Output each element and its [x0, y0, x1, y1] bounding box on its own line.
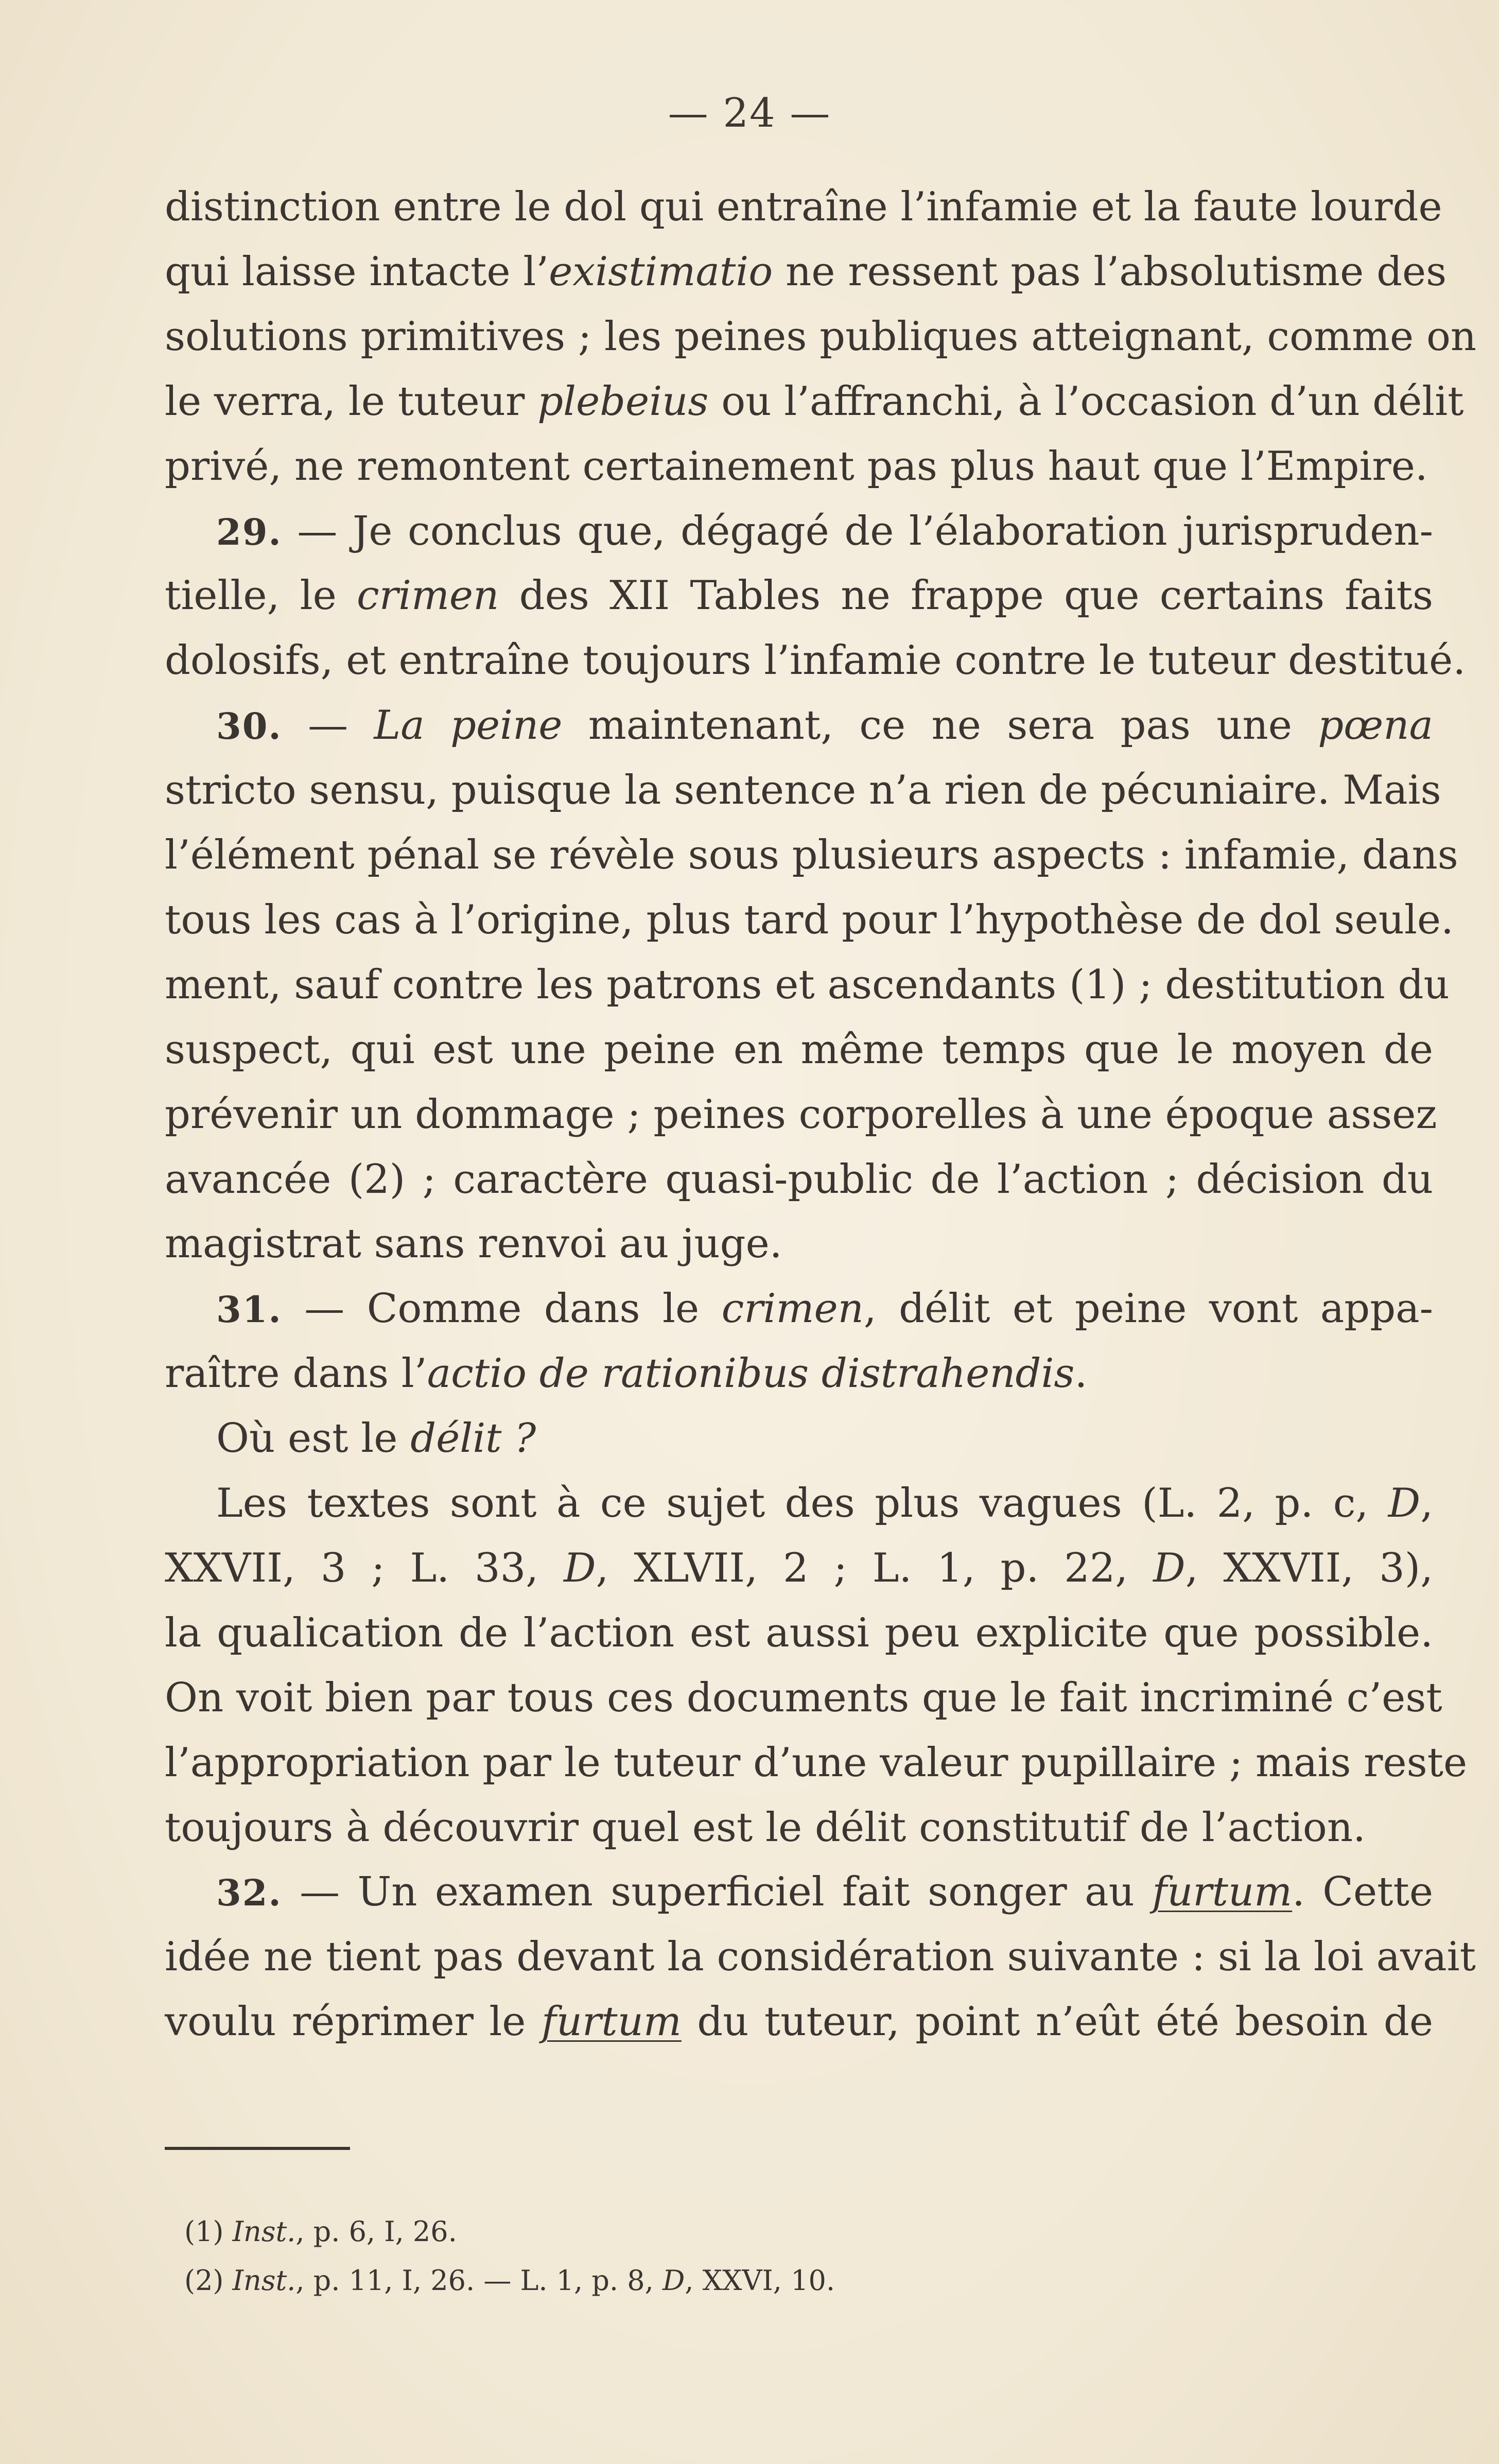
text-line	[165, 1089, 1437, 1146]
text-run: raître dans l’	[165, 1350, 427, 1397]
text-run: , délit et peine vont appa-	[863, 1286, 1433, 1332]
text-run: magistrat sans renvoi au juge.	[165, 1221, 782, 1267]
text-run: toujours à découvrir quel est le délit constitutif de l’action.	[165, 1804, 1366, 1851]
text-run: La peine	[374, 702, 563, 749]
text-line	[165, 376, 1464, 432]
text-run: ne ressent pas l’absolutisme des	[773, 249, 1447, 295]
section-number: 32.	[216, 1871, 282, 1914]
footnote-text: (2)	[184, 2264, 233, 2297]
text-run: voulu réprimer le	[165, 1999, 542, 2045]
text-line	[165, 829, 1458, 886]
text-line	[165, 959, 1450, 1016]
text-run: du tuteur, point n’eût été besoin de	[681, 1999, 1433, 2045]
text-line	[216, 1283, 1433, 1340]
text-run: la qualication de l’action est aussi peu explicite que possible.	[165, 1610, 1433, 1656]
footnote-text: , p. 11, I, 26. — L. 1, p. 8,	[295, 2264, 663, 2297]
text-line	[165, 765, 1441, 821]
text-line	[165, 1996, 1433, 2053]
text-run: — Comme dans le	[282, 1286, 722, 1332]
text-line	[165, 1802, 1433, 1859]
text-line	[165, 1737, 1468, 1794]
page-number: — 24 —	[668, 90, 831, 136]
text-run: l’appropriation par le tuteur d’une valeur pupillaire ; mais reste	[165, 1740, 1468, 1786]
section-number: 30.	[216, 705, 282, 748]
text-run: plebeius	[537, 378, 709, 425]
text-line	[165, 311, 1477, 368]
text-line	[165, 246, 1447, 303]
text-run: dolosifs, et entraîne toujours l’infamie contre le tuteur destitué.	[165, 637, 1466, 684]
text-line	[165, 635, 1466, 691]
text-run: XXVII, 3 ; L. 33,	[165, 1545, 564, 1591]
text-run: D	[563, 1545, 596, 1591]
text-run: délit ?	[410, 1415, 536, 1462]
footnote-text: Inst.	[232, 2215, 296, 2248]
text-line	[216, 506, 1433, 562]
footnote-text: , p. 6, I, 26.	[295, 2215, 457, 2248]
text-line	[216, 1478, 1433, 1534]
footnote-rule	[165, 2147, 350, 2150]
text-run: —	[282, 702, 374, 749]
text-run: On voit bien par tous ces documents que le fait incriminé c’est	[165, 1675, 1442, 1721]
text-line	[165, 1542, 1433, 1599]
footnote-text: Inst.	[232, 2264, 296, 2297]
text-run: des XII Tables ne frappe que certains faits	[499, 572, 1433, 619]
footnote-text: D	[662, 2264, 685, 2297]
text-run: qui laisse intacte l’	[165, 249, 549, 295]
text-run: avancée (2) ; caractère quasi-public de l’action ; décision du	[165, 1156, 1433, 1203]
text-run: solutions primitives ; les peines publiques atteignant, comme on	[165, 314, 1477, 360]
text-run: , XLVII, 2 ; L. 1, p. 22,	[596, 1545, 1154, 1591]
text-run: crimen	[357, 572, 499, 619]
text-run: . Cette	[1292, 1869, 1434, 1915]
footnote-text: , XXVI, 10.	[685, 2264, 835, 2297]
text-run: privé, ne remontent certainement pas plus haut que l’Empire.	[165, 443, 1428, 490]
text-line	[165, 181, 1442, 238]
text-line	[165, 1024, 1433, 1081]
text-line	[165, 1218, 1433, 1275]
text-line	[165, 1348, 1433, 1404]
text-run: — Je conclus que, dégagé de l’élaboration jurispruden-	[282, 508, 1433, 554]
text-run: pœna	[1318, 702, 1433, 749]
text-line	[165, 1607, 1433, 1664]
text-line	[216, 700, 1433, 756]
text-run: existimatio	[549, 249, 773, 295]
section-number: 29.	[216, 511, 282, 553]
text-run: — Un examen superficiel fait songer au	[282, 1869, 1153, 1915]
footnote	[184, 2214, 457, 2250]
text-run: idée ne tient pas devant la considération suivante : si la loi avait	[165, 1934, 1476, 1980]
text-run: suspect, qui est une peine en même temps que le moyen de	[165, 1027, 1433, 1073]
footnote	[184, 2263, 835, 2299]
text-run: le verra, le tuteur	[165, 378, 538, 425]
text-run: tielle, le	[165, 572, 357, 619]
text-run: furtum	[1152, 1869, 1293, 1915]
text-run: distinction entre le dol qui entraîne l’infamie et la faute lourde	[165, 184, 1442, 230]
text-line	[216, 1413, 1433, 1469]
text-run: maintenant, ce ne sera pas une	[562, 702, 1318, 749]
text-run: crimen	[721, 1286, 864, 1332]
text-run: actio de rationibus distrahendis	[427, 1350, 1075, 1397]
text-run: ou l’affranchi, à l’occasion d’un délit	[708, 378, 1464, 425]
text-line	[165, 441, 1433, 497]
text-run: D	[1153, 1545, 1186, 1591]
text-run: Les textes sont à ce sujet des plus vagues (L. 2, p. c,	[216, 1480, 1388, 1526]
text-run: l’élément pénal se révèle sous plusieurs aspects : infamie, dans	[165, 832, 1458, 878]
text-run: D	[1388, 1480, 1421, 1526]
text-line	[165, 1154, 1433, 1210]
text-run: Où est le	[216, 1415, 411, 1462]
text-run: , XXVII, 3),	[1185, 1545, 1433, 1591]
text-line	[165, 570, 1433, 627]
text-run: ,	[1420, 1480, 1433, 1526]
text-line	[165, 1672, 1442, 1729]
text-run: ment, sauf contre les patrons et ascendants (1) ; destitution du	[165, 962, 1450, 1008]
text-line	[165, 1931, 1476, 1988]
text-run: stricto sensu, puisque la sentence n’a rien de pécuniaire. Mais	[165, 767, 1441, 813]
footnote-text: (1)	[184, 2215, 233, 2248]
text-run: furtum	[541, 1999, 682, 2045]
text-line	[165, 894, 1454, 951]
section-number: 31.	[216, 1288, 282, 1331]
text-run: tous les cas à l’origine, plus tard pour l’hypothèse de dol seule.	[165, 897, 1454, 943]
text-run: .	[1074, 1350, 1088, 1397]
text-run: prévenir un dommage ; peines corporelles à une époque assez	[165, 1091, 1437, 1138]
text-line	[216, 1866, 1433, 1923]
